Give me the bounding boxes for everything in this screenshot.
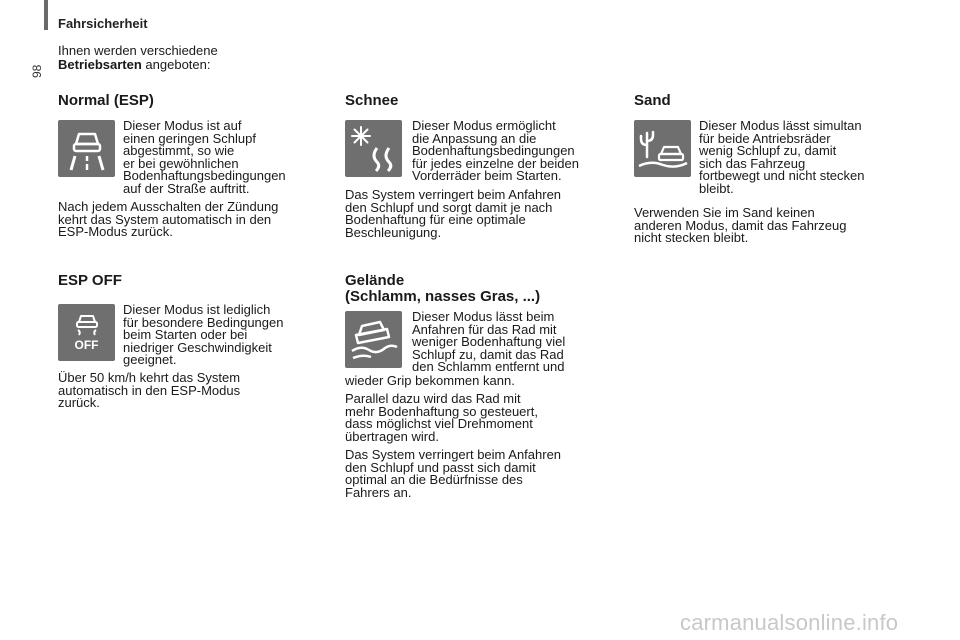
sand-description xyxy=(699,120,865,195)
note-line: Parallel dazu wird das Rad mit xyxy=(345,391,521,406)
intro-text xyxy=(58,44,218,72)
desc-line: Vorderräder beim Starten. xyxy=(412,168,562,183)
esp-off-icon xyxy=(58,304,115,361)
watermark: carmanualsonline.info xyxy=(680,610,899,635)
note-line: übertragen wird. xyxy=(345,428,439,444)
schnee-description xyxy=(412,120,579,183)
desc-line: einen geringen Schlupf xyxy=(123,130,256,146)
desc-line: geeignet. xyxy=(123,352,177,367)
desc-line: für jedes einzelne der beiden xyxy=(412,155,579,171)
note-line: anderen Modus, damit das Fahrzeug xyxy=(634,217,847,233)
esp-off-note xyxy=(58,372,240,410)
desc-line: Dieser Modus lässt beim xyxy=(412,309,555,324)
desc-line: den Schlamm entfernt und xyxy=(412,359,565,374)
note-line: kehrt das System automatisch in den xyxy=(58,211,272,227)
mud-mode-icon xyxy=(345,311,402,368)
desc-line: sich das Fahrzeug xyxy=(699,155,806,171)
desc-line: die Anpassung an die xyxy=(412,130,537,146)
gelaende-title-line-2: (Schlamm, nasses Gras, ...) xyxy=(345,288,541,305)
note-line: Über 50 km/h kehrt das System xyxy=(58,370,241,385)
section-title: Fahrsicherheit xyxy=(58,16,148,31)
gelaende-title-line-1: Gelände xyxy=(345,272,405,289)
desc-line: er bei gewöhnlichen xyxy=(123,155,239,171)
gelaende-description xyxy=(412,311,565,374)
gelaende-description-tail: wieder Grip bekommen kann. xyxy=(345,373,515,388)
gelaende-note-2 xyxy=(345,449,561,499)
note-line: den Schlupf und sorgt damit je nach xyxy=(345,199,553,215)
desc-line: Bodenhaftungsbedingungen xyxy=(412,143,575,158)
desc-line: Dieser Modus lässt simultan xyxy=(699,118,862,133)
desc-line: weniger Bodenhaftung viel xyxy=(412,334,566,349)
note-line: Verwenden Sie im Sand keinen xyxy=(634,205,815,220)
note-line: Nach jedem Ausschalten der Zündung xyxy=(58,199,279,214)
note-line: dass möglichst viel Drehmoment xyxy=(345,416,533,431)
desc-line: wenig Schlupf zu, damit xyxy=(699,143,837,158)
sand-note xyxy=(634,207,846,245)
note-line: Bodenhaftung für eine optimale xyxy=(345,212,526,227)
sand-title: Sand xyxy=(634,92,671,109)
note-line: den Schlupf und passt sich damit xyxy=(345,459,536,475)
normal-esp-car-lane-icon xyxy=(58,120,115,177)
note-line: nicht stecken bleibt. xyxy=(634,230,749,245)
desc-line: Dieser Modus ermöglicht xyxy=(412,118,556,133)
desc-line: Dieser Modus ist auf xyxy=(123,118,242,133)
desc-line: bleibt. xyxy=(699,180,734,196)
intro-line-1: Ihnen werden verschiedene xyxy=(58,43,218,58)
desc-line: Dieser Modus ist lediglich xyxy=(123,302,271,317)
desc-line: abgestimmt, so wie xyxy=(123,143,235,158)
desc-line: niedriger Geschwindigkeit xyxy=(123,339,272,355)
note-line: Das System verringert beim Anfahren xyxy=(345,447,562,462)
note-line: mehr Bodenhaftung so gesteuert, xyxy=(345,403,538,419)
page-number: 98 xyxy=(30,64,44,78)
desc-line: beim Starten oder bei xyxy=(123,327,248,342)
desc-line: Bodenhaftungsbedingungen xyxy=(123,168,286,183)
desc-line: für beide Antriebsräder xyxy=(699,130,831,146)
normal-esp-description xyxy=(123,120,286,195)
desc-line: Schlupf zu, damit das Rad xyxy=(412,346,564,362)
note-line: ESP-Modus zurück. xyxy=(58,224,173,239)
normal-esp-note xyxy=(58,201,278,239)
header-accent-bar xyxy=(44,0,48,30)
desc-line: fortbewegt und nicht stecken xyxy=(699,168,865,183)
gelaende-title xyxy=(345,273,540,305)
intro-rest: angeboten: xyxy=(141,57,211,72)
intro-bold-term: Betriebsarten xyxy=(58,57,142,72)
note-line: zurück. xyxy=(58,395,100,410)
gelaende-note-1 xyxy=(345,393,538,443)
note-line: automatisch in den ESP-Modus xyxy=(58,382,241,398)
desc-line: auf der Straße auftritt. xyxy=(123,180,250,196)
esp-off-description xyxy=(123,304,283,367)
desc-line: für besondere Bedingungen xyxy=(123,314,284,330)
schnee-title: Schnee xyxy=(345,92,399,109)
sand-mode-icon xyxy=(634,120,691,177)
note-line: Fahrers an. xyxy=(345,484,412,500)
snow-mode-icon xyxy=(345,120,402,177)
note-line: optimal an die Bedürfnisse des xyxy=(345,472,523,487)
intro-line-2 xyxy=(58,58,218,72)
esp-off-icon-label: OFF xyxy=(74,338,99,352)
normal-esp-title: Normal (ESP) xyxy=(58,92,154,109)
schnee-note xyxy=(345,189,561,239)
desc-line: Anfahren für das Rad mit xyxy=(412,321,557,337)
note-line: Beschleunigung. xyxy=(345,224,442,240)
esp-off-title: ESP OFF xyxy=(58,272,122,289)
note-line: Das System verringert beim Anfahren xyxy=(345,187,562,202)
